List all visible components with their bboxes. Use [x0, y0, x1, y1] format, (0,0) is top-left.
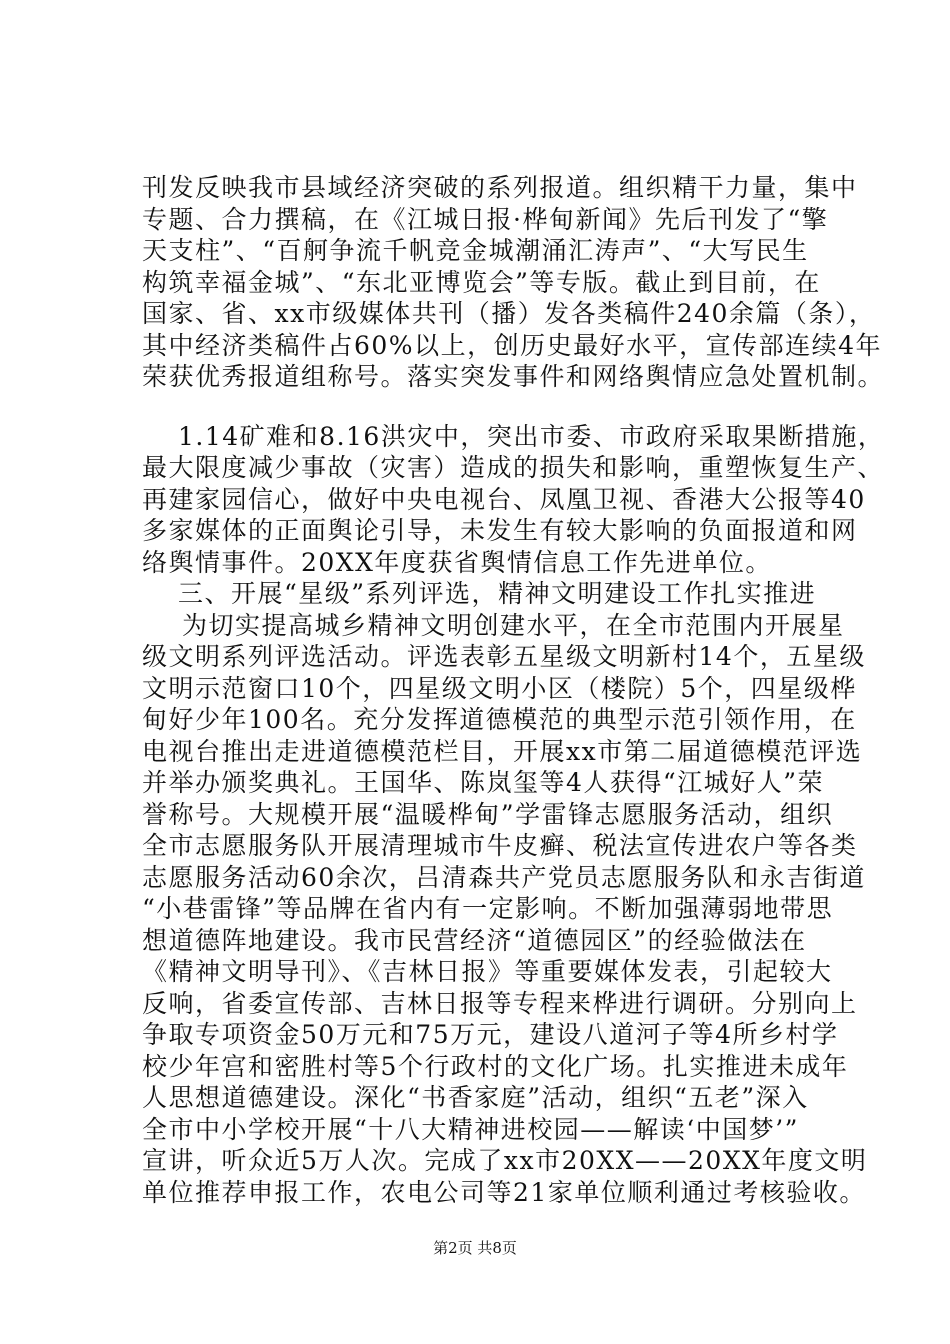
paragraph-3-line-7: 誉称号。大规模开展“温暖桦甸”学雷锋志愿服务活动，组织: [142, 800, 834, 829]
paragraph-3-line-19: 单位推荐申报工作，农电公司等21家单位顺利通过考核验收。: [142, 1178, 866, 1207]
paragraph-1-line-1: 刊发反映我市县域经济突破的系列报道。组织精干力量，集中: [142, 173, 858, 202]
paragraph-3-line-14: 争取专项资金50万元和75万元，建设八道河子等4所乡村学: [142, 1020, 839, 1049]
paragraph-3-line-10: “小巷雷锋”等品牌在省内有一定影响。不断加强薄弱地带思: [142, 894, 834, 923]
paragraph-3-line-13: 反响，省委宣传部、吉林日报等专程来桦进行调研。分别向上: [142, 989, 858, 1018]
paragraph-3-line-1: 为切实提高城乡精神文明创建水平，在全市范围内开展星: [182, 611, 845, 640]
paragraph-2-line-4: 多家媒体的正面舆论引导，未发生有较大影响的负面报道和网: [142, 516, 858, 545]
paragraph-3-line-16: 人思想道德建设。深化“书香家庭”活动，组织“五老”深入: [142, 1083, 809, 1112]
paragraph-3-line-18: 宣讲，听众近5万人次。完成了xx市20XX——20XX年度文明: [142, 1146, 868, 1175]
paragraph-2-line-1: 1.14矿难和8.16洪灾中，突出市委、市政府采取果断措施，: [178, 422, 885, 451]
paragraph-2-line-2: 最大限度减少事故（灾害）造成的损失和影响，重塑恢复生产、: [142, 453, 885, 482]
paragraph-2-line-5: 络舆情事件。20XX年度获省舆情信息工作先进单位。: [142, 548, 772, 577]
paragraph-1-line-7: 荣获优秀报道组称号。落实突发事件和网络舆情应急处置机制。: [142, 362, 885, 391]
page-number-footer: 第2页 共8页: [433, 1239, 517, 1257]
paragraph-3-line-9: 志愿服务活动60余次，吕清森共产党员志愿服务队和永吉街道: [142, 863, 866, 892]
paragraph-3-line-3: 文明示范窗口10个，四星级文明小区（楼院）5个，四星级桦: [142, 674, 857, 703]
paragraph-3-line-17: 全市中小学校开展“十八大精神进校园——解读‘中国梦’”: [142, 1115, 799, 1144]
paragraph-3-line-2: 级文明系列评选活动。评选表彰五星级文明新村14个，五星级: [142, 642, 866, 671]
paragraph-1-line-2: 专题、合力撰稿，在《江城日报·桦甸新闻》先后刊发了“擎: [142, 205, 829, 234]
paragraph-3-line-11: 想道德阵地建设。我市民营经济“道德园区”的经验做法在: [142, 926, 807, 955]
paragraph-3-line-4: 甸好少年100名。充分发挥道德模范的典型示范引领作用，在: [142, 705, 857, 734]
paragraph-2-line-3: 再建家园信心，做好中央电视台、凤凰卫视、香港大公报等40: [142, 485, 866, 514]
paragraph-1-line-4: 构筑幸福金城”、“东北亚博览会”等专版。截止到目前，在: [142, 268, 821, 297]
paragraph-1-line-5: 国家、省、xx市级媒体共刊（播）发各类稿件240余篇（条），: [142, 299, 876, 328]
paragraph-1-line-6: 其中经济类稿件占60%以上，创历史最好水平，宣传部连续4年: [142, 331, 882, 360]
section-heading: 三、开展“星级”系列评选，精神文明建设工作扎实推进: [178, 579, 817, 608]
paragraph-1-line-3: 天支柱”、“百舸争流千帆竞金城潮涌汇涛声”、“大写民生: [142, 236, 809, 265]
paragraph-3-line-5: 电视台推出走进道德模范栏目，开展xx市第二届道德模范评选: [142, 737, 863, 766]
paragraph-3-line-8: 全市志愿服务队开展清理城市牛皮癣、税法宣传进农户等各类: [142, 831, 858, 860]
paragraph-3-line-15: 校少年宫和密胜村等5个行政村的文化广场。扎实推进未成年: [142, 1052, 849, 1081]
paragraph-3-line-6: 并举办颁奖典礼。王国华、陈岚玺等4人获得“江城好人”荣: [142, 768, 824, 797]
paragraph-3-line-12: 《精神文明导刊》、《吉林日报》等重要媒体发表，引起较大: [142, 957, 833, 986]
